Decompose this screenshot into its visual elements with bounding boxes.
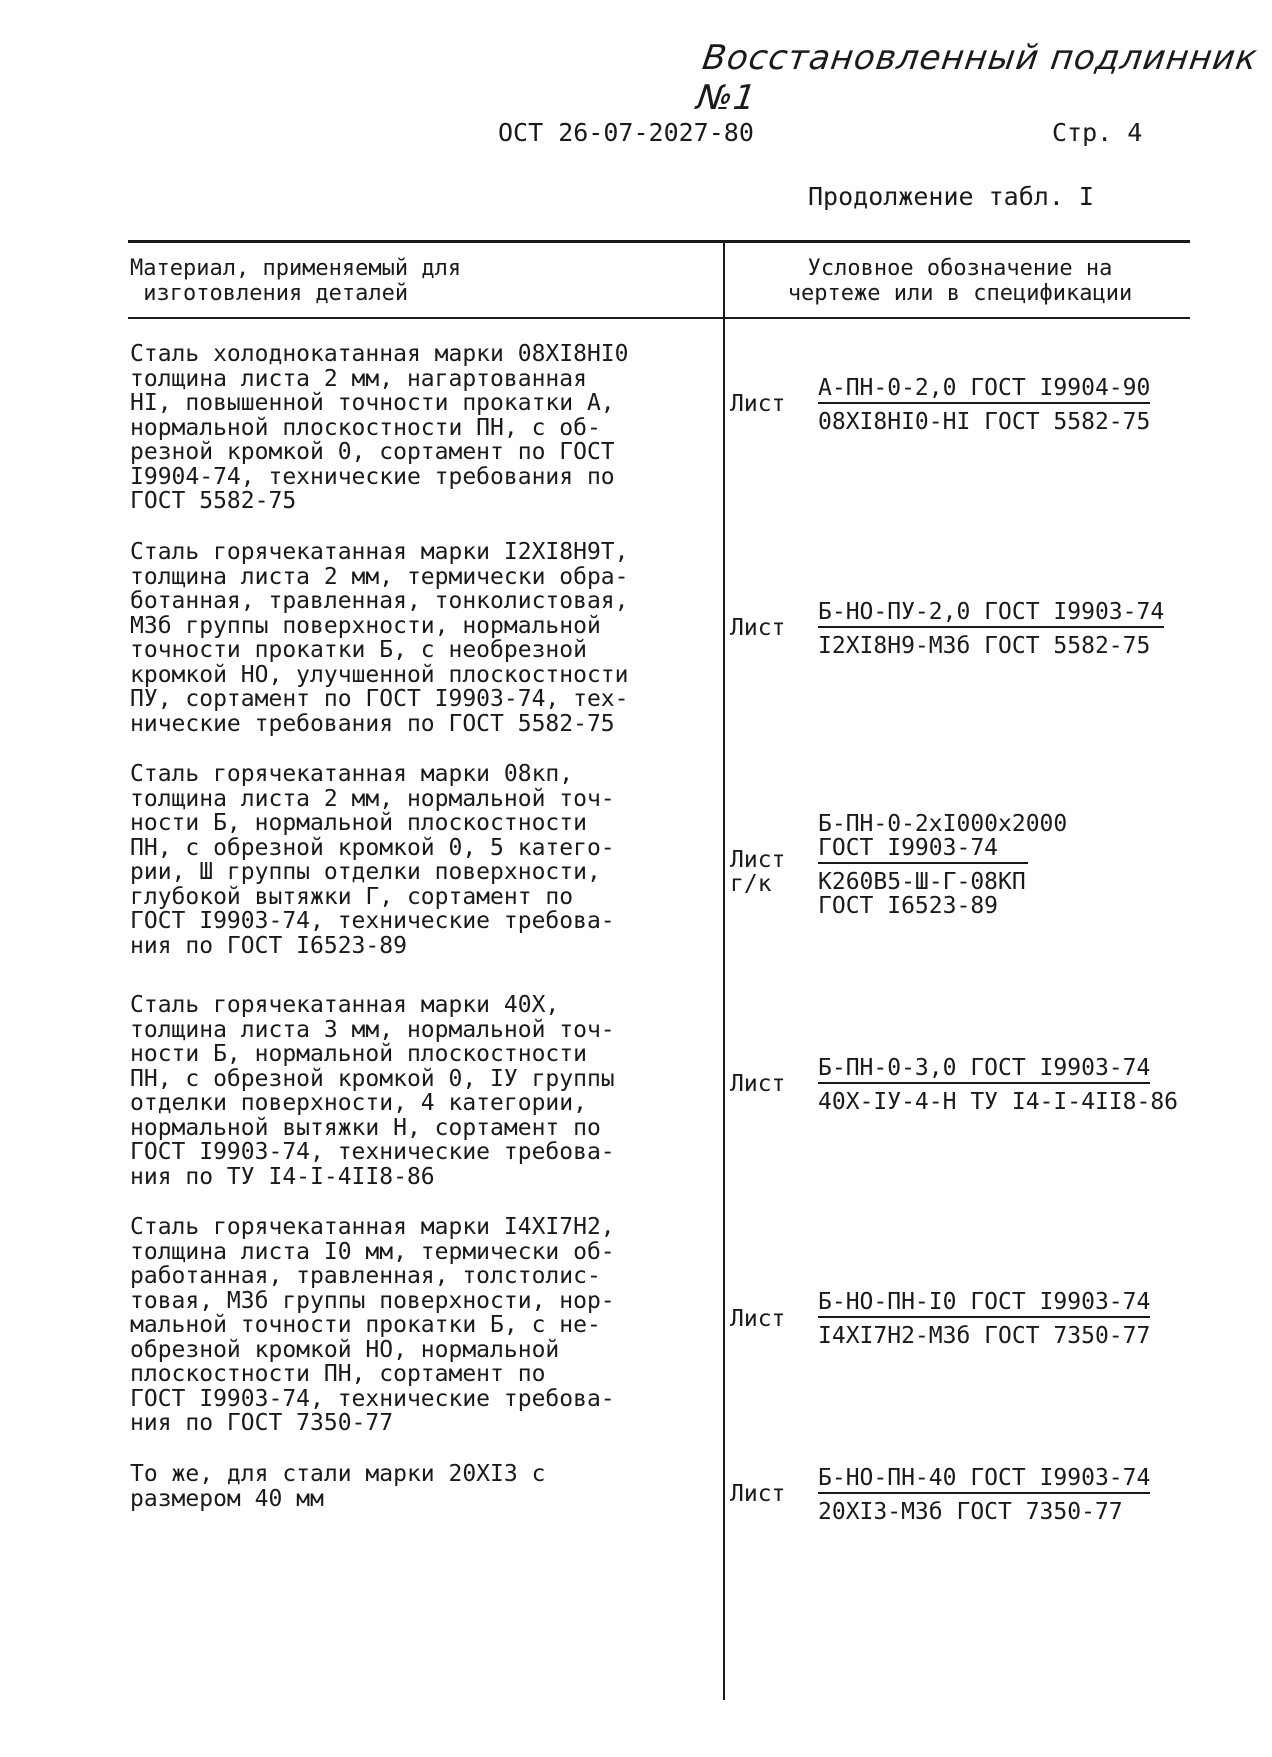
table-row-3-designation-top-1: Б-ПН-0-2xI000x2000 (818, 811, 1068, 837)
table-row-6-designation (818, 1466, 1150, 1524)
document-code: ОСТ 26-07-2027-80 (498, 118, 754, 147)
table-row-5-designation (818, 1290, 1150, 1348)
table-row-2-kind: Лист (730, 615, 786, 641)
table-continuation-label: Продолжение табл. I (808, 182, 1094, 211)
table-row-1-designation-top: А-ПН-0-2,0 ГОСТ I9904-90 (818, 376, 1150, 404)
table-row-1-kind: Лист (730, 391, 786, 417)
table-row-5-designation-bottom: I4XI7H2-М3б ГОСТ 7350-77 (818, 1323, 1151, 1349)
table-row-5-material: Сталь горячекатанная марки I4XI7H2, толщина листа I0 мм, термически об- работанная, травленная, толстолис- товая, М3б группы поверхности, нор- мальной точности прокатки Б, с не- обрезной кромкой НО, нормальной плоскостности ПН, сортамент по ГОСТ I9903-74, технические требова- ния по ГОСТ 7350-77 (130, 1214, 615, 1436)
table-row-4-designation-top: Б-ПН-0-3,0 ГОСТ I9903-74 (818, 1056, 1150, 1084)
table-row-3-kind: Лист г/к (730, 847, 786, 897)
table-header-rule (128, 317, 1190, 319)
table-row-6-material: То же, для стали марки 20XI3 с размером 40 мм (130, 1461, 546, 1512)
table-row-5-kind: Лист (730, 1306, 786, 1332)
table-row-4-designation (818, 1056, 1178, 1114)
table-row-4-designation-bottom: 40X-IУ-4-Н ТУ I4-I-4II8-86 (818, 1089, 1179, 1115)
column-header-material: Материал, применяемый для изготовления деталей (130, 256, 462, 306)
table-row-3-designation-bottom-2: ГОСТ I6523-89 (818, 893, 999, 919)
table-row-2-designation-top: Б-НО-ПУ-2,0 ГОСТ I9903-74 (818, 600, 1164, 628)
table-row-4-kind: Лист (730, 1071, 786, 1097)
table-row-6-designation-top: Б-НО-ПН-40 ГОСТ I9903-74 (818, 1466, 1150, 1494)
restored-original-stamp: Восстановленный подлинник №1 (694, 38, 1261, 118)
table-row-3-designation-bottom-1: К260В5-Ш-Г-08КП (818, 869, 1026, 895)
table-row-3-designation-top-2: ГОСТ I9903-74 (818, 836, 1028, 864)
table-row-2-designation-bottom: I2XI8H9-М3б ГОСТ 5582-75 (818, 633, 1151, 659)
table-row-3-material: Сталь горячекатанная марки 08кп, толщина листа 2 мм, нормальной точ- ности Б, нормальной плоскостности ПН, с обрезной кромкой 0, 5 катего- рии, Ш группы отделки поверхности, глубокой вытяжки Г, сортамент по ГОСТ I9903-74, технические требова- ния по ГОСТ I6523-89 (130, 761, 615, 959)
table-row-5-designation-top: Б-НО-ПН-I0 ГОСТ I9903-74 (818, 1290, 1150, 1318)
table-row-1-designation-bottom: 08XI8HI0-HI ГОСТ 5582-75 (818, 409, 1151, 435)
table-row-4-material: Сталь горячекатанная марки 40X, толщина листа 3 мм, нормальной точ- ности Б, нормальной плоскостности ПН, с обрезной кромкой 0, IУ группы отделки поверхности, 4 категории, нормальной вытяжки Н, сортамент по ГОСТ I9903-74, технические требова- ния по ТУ I4-I-4II8-86 (130, 992, 615, 1190)
table-row-3-designation (818, 812, 1067, 918)
table-row-1-designation (818, 376, 1150, 434)
page-number: Стр. 4 (1052, 118, 1143, 147)
table-row-6-kind: Лист (730, 1481, 786, 1507)
table-row-2-material: Сталь горячекатанная марки I2XI8H9T, толщина листа 2 мм, термически обра- ботанная, травленная, тонколистовая, М3б группы поверхности, нормальной точности прокатки Б, с необрезной кромкой НО, улучшенной плоскостности ПУ, сортамент по ГОСТ I9903-74, тех- нические требования по ГОСТ 5582-75 (130, 539, 629, 737)
table-top-rule (128, 240, 1190, 243)
table-row-6-designation-bottom: 20XI3-М3б ГОСТ 7350-77 (818, 1499, 1123, 1525)
table-column-divider (723, 240, 725, 1700)
table-row-2-designation (818, 600, 1164, 658)
table-row-1-material: Сталь холоднокатанная марки 08XI8HI0 толщина листа 2 мм, нагартованная HI, повышенной точности прокатки А, нормальной плоскостности ПН, с об- резной кромкой 0, сортамент по ГОСТ I9904-74, технические требования по ГОСТ 5582-75 (130, 341, 629, 514)
column-header-designation: Условное обозначение на чертеже или в спецификации (787, 256, 1133, 306)
